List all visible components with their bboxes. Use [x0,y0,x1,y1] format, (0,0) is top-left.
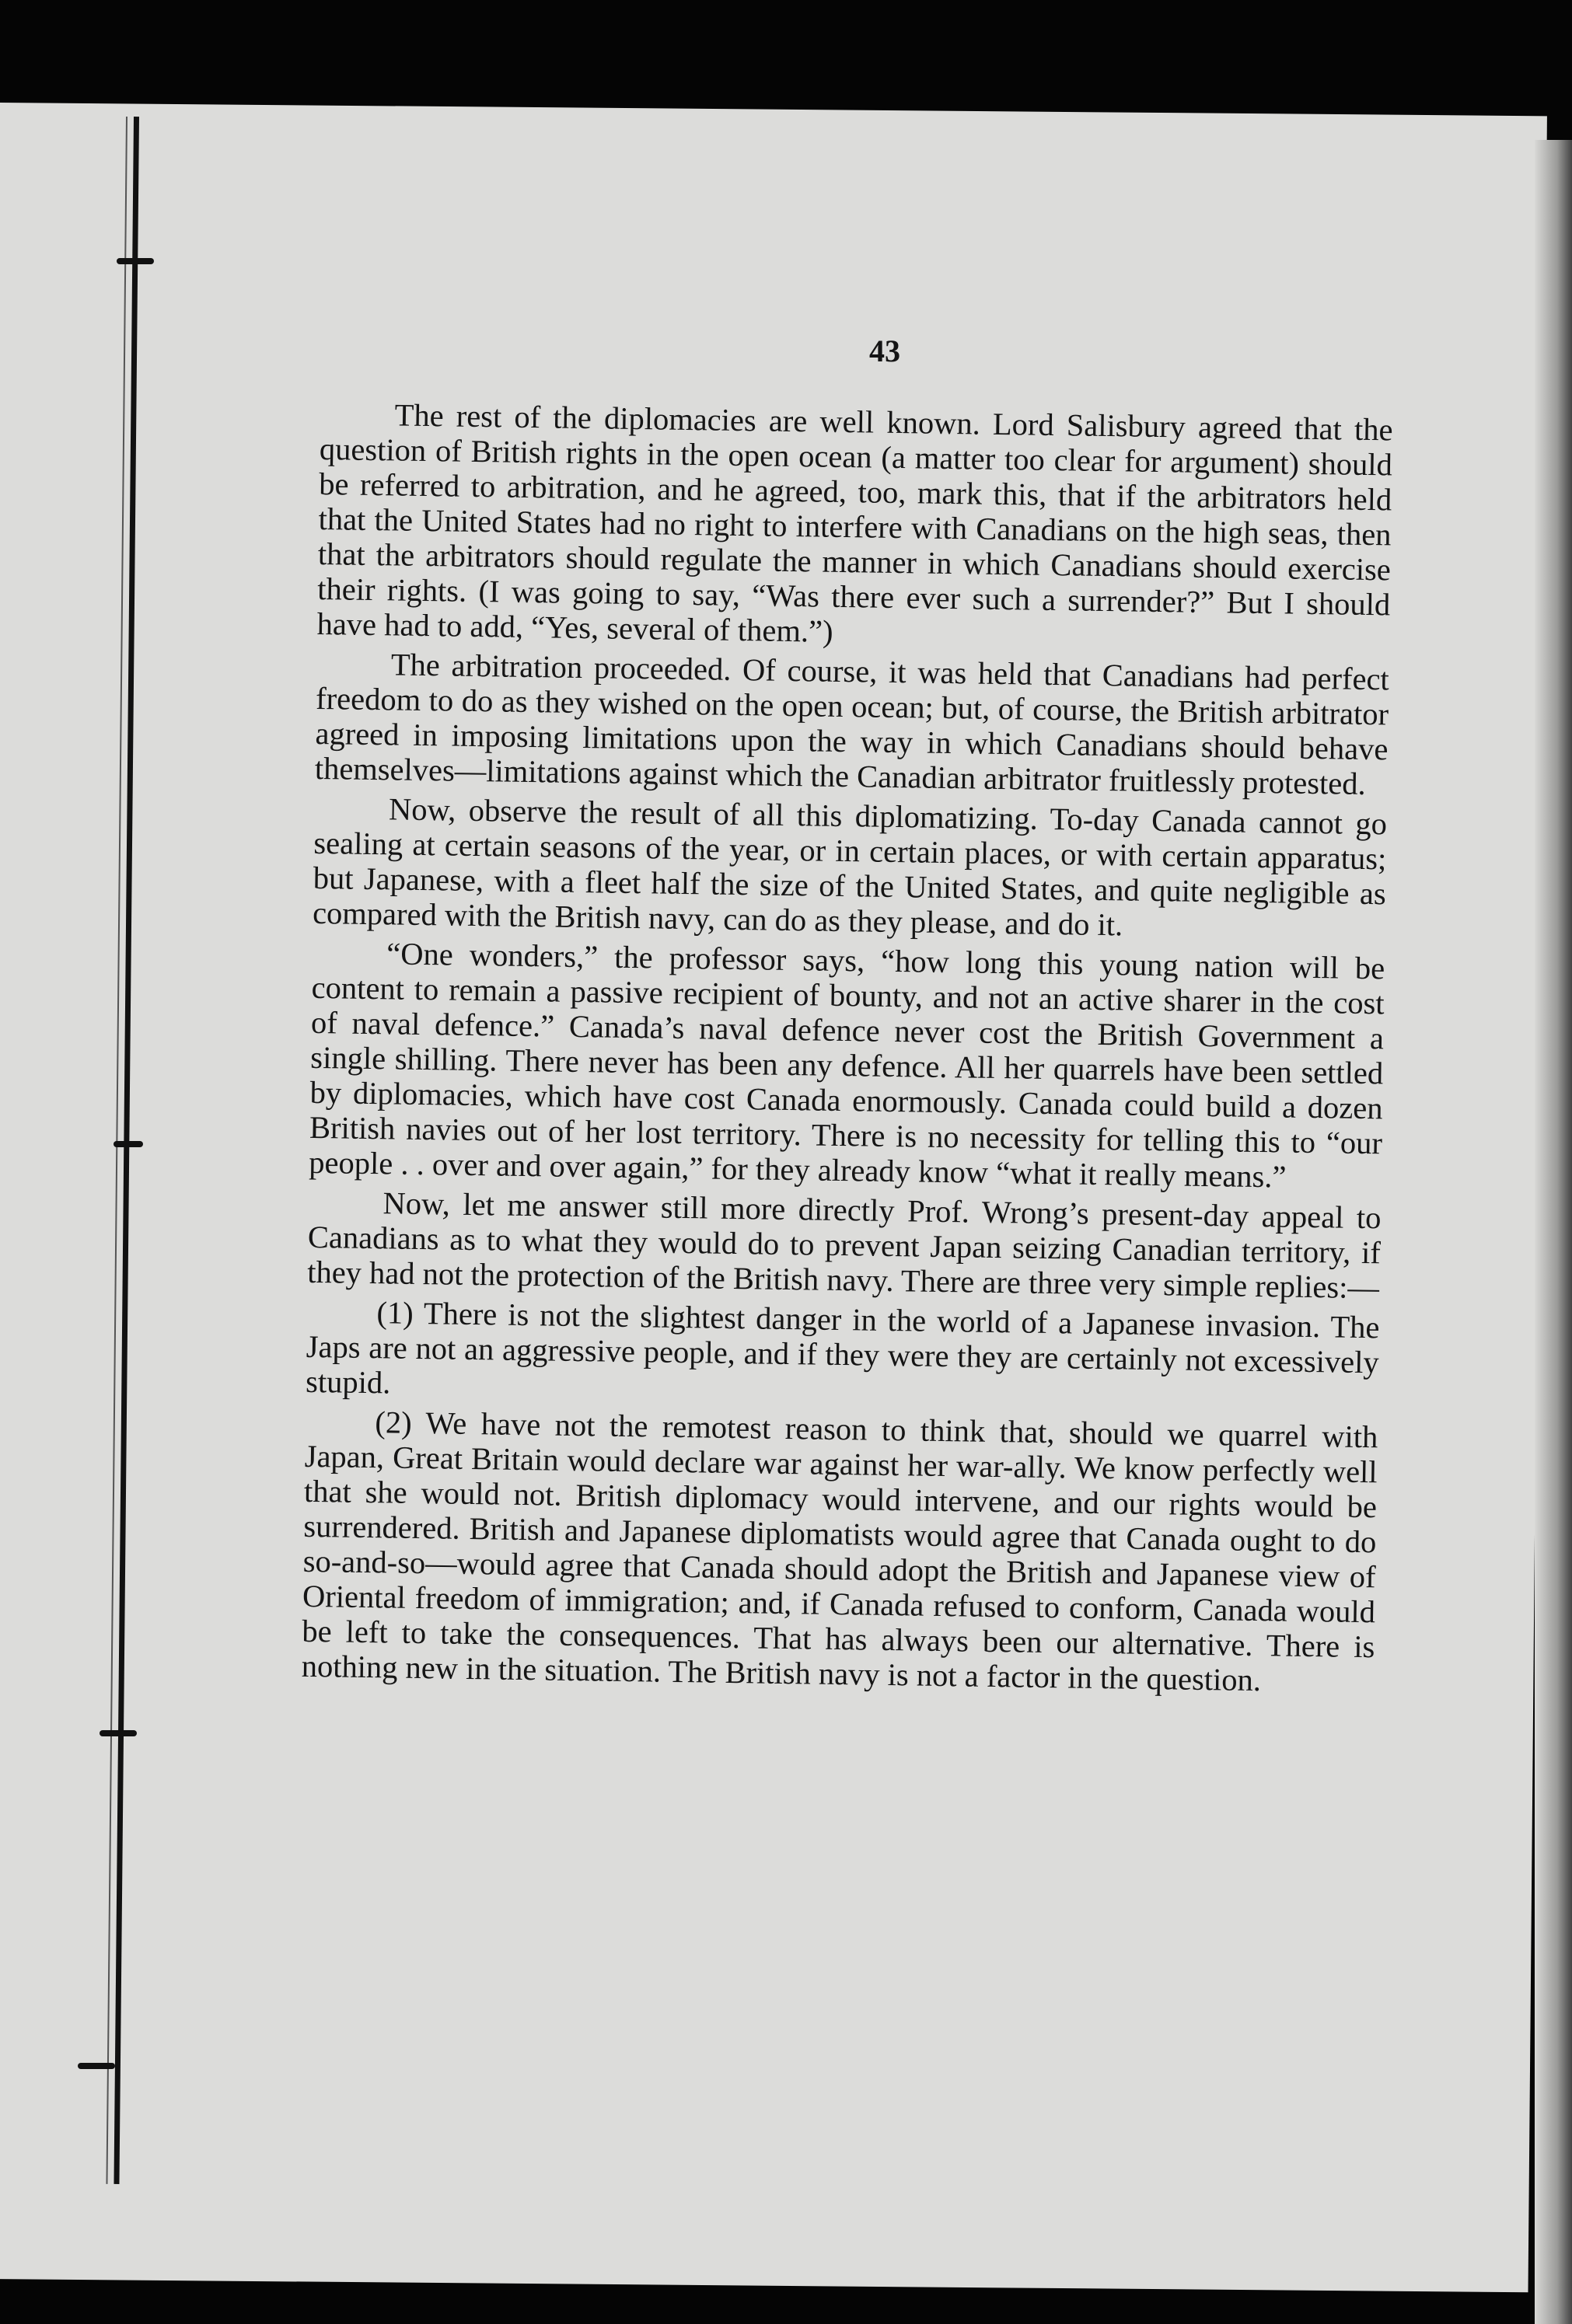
list-item: (2) We have not the remotest reason to think that, should we quarrel with Japan, Great Britain would declare war against her war-ally. We know perfectly well that she would not. British diplomacy would intervene, and our rights would be surrendered. British and Japanese diplomatists would agree that Canada ought to do so-and-so—would agree that Canada should adopt the British and Japanese view of Oriental freedom of immigration; and, if Canada refused to conform, Canada would be left to take the consequences. That has always been our alternative. There is nothing new in the situation. The British navy is not a factor in the question. [301,1405,1378,1698]
body-text [301,396,1393,1704]
paragraph: Now, observe the result of all this diplomatizing. To-day Canada cannot go sealing at certain seasons of the year, or in certain places, or with certain apparatus; but Japanese, with a fleet half the size of the United States, and quite negligible as compared with the British navy, can do as they please, and do it. [312,791,1388,943]
page-number: 43 [869,333,900,368]
list-item: (1) There is not the slightest danger in the world of a Japanese invasion. The Japs are not an aggressive people, and if they were they are certainly not excessively stupid. [305,1295,1380,1401]
binding-stitch [117,258,154,264]
binding-stitch [114,1141,143,1147]
page-edge-shadow [1535,140,1572,2324]
paragraph: The arbitration proceeded. Of course, it was held that Canadians had perfect freedom to do as they wished on the open ocean; but, of course, the British arbitrator agreed in imposing limitations upon the way in which Canadians should behave themselves—limitations against which the Canadian arbitrator fruitlessly protested. [314,647,1390,802]
paragraph: Now, let me answer still more directly Prof. Wrong’s present-day appeal to Canadians as to what they would do to prevent Japan seizing Canadian territory, if they had not the protection of the British navy. There are three very simple replies:— [306,1185,1382,1306]
paragraph: “One wonders,” the professor says, “how long this young nation will be content to remain a passive recipient of bounty, and not an active sharer in the cost of naval defence.” Canada’s naval defence never cost the British Government a single shilling. There never has been any defence. All her quarrels have been settled by diplomacies, which have cost Canada enormously. Canada could build a dozen British navies out of her lost territory. There is no necessity for telling this to “our people . . over and over again,” for they already know “what it really means.” [309,936,1385,1195]
binding-stitch [78,2063,115,2069]
paragraph: The rest of the diplomacies are well known. Lord Salisbury agreed that the question of British rights in the open ocean (a matter too clear for argument) should be referred to arbitration, and he agreed, too, mark this, that if the arbitrators held that the United States had no right to interfere with Canadians on the high seas, then that the arbitrators should regulate the manner in which Canadians should exercise their rights. (I was going to say, “Was there ever such a surrender?” But I should have had to add, “Yes, several of them.”) [316,397,1393,649]
binding-stitch [100,1730,137,1736]
